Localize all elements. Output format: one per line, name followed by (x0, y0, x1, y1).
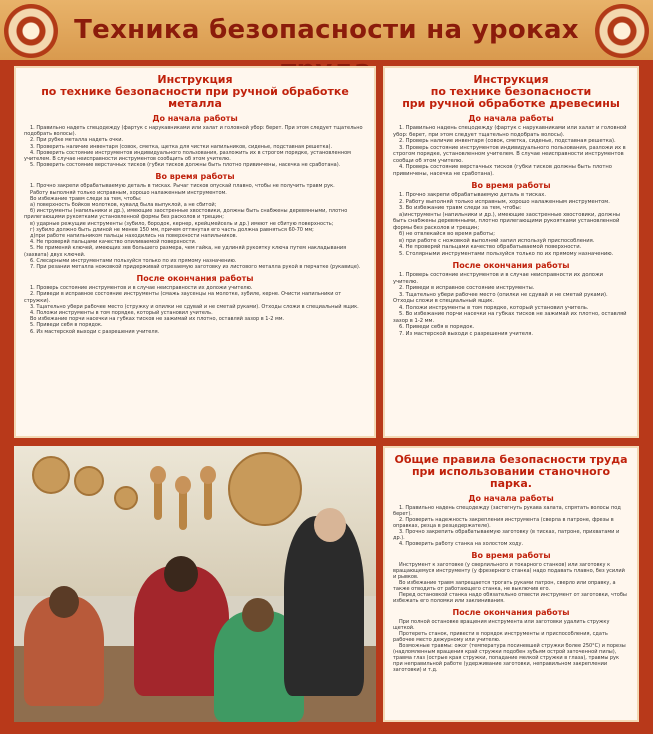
instruction-item: 4. Проверить состояние инструментов индивидуального пользования, разложить их в строгом порядке, установленном учителем. В случае неисправности инструментов сообщить об этом учителю. (24, 149, 351, 163)
instruction-item: Перед остановкой станка надо обязательно отвести инструмент от заготовки, чтобы избежать его поломки или заклинивания. (393, 592, 627, 604)
instruction-item: Работу выполняй только исправным, хорошо налаженным инструментом. (30, 189, 227, 196)
instruction-item: б) не отвлекайся во время работы; (399, 231, 495, 237)
metal-before-heading: До начала работы (152, 114, 238, 123)
instruction-item: 3. Во избежание травм следи за тем, чтобы: (399, 205, 522, 211)
instruction-item: 4. Не проверяй пальцами качество обрабатываемой поверхности. (399, 244, 582, 250)
instruction-item: 7. При резании металла ножовкой придерживай отрезаемую заготовку из листового металла рукой в перчатке (рукавице). (30, 264, 361, 271)
wood-instructions-panel (383, 66, 639, 438)
instruction-item: 2. Работу выполняй только исправным, хорошо налаженным инструментом. (399, 198, 610, 205)
instruction-item: 5. Во избежание порчи насечки на губках тисков не зажимай их плотно, оставляй зазор в 1-2 мм. (393, 311, 627, 324)
instruction-item: 3. Проверь состояние инструментов индивидуального пользования, разложи их в строгом порядке, установленном учителем. В случае неисправности инструментов сообщи об этом учителю. (393, 144, 626, 164)
instruction-item: в) при работе с ножовкой выполняй запил используй приспособления. (399, 237, 595, 244)
instruction-item: 6. Слесарными инструментами пользуйся только по их прямому назначению. (30, 257, 237, 264)
student-head (49, 586, 79, 618)
teacher-head (314, 508, 346, 542)
carved-spoon-icon (204, 476, 212, 520)
instruction-item: 4. Проверить работу станка на холостом ходу. (399, 541, 524, 547)
instruction-item: 6. Приведи себя в порядок. (399, 324, 475, 330)
instruction-item: 3. Тщательно убери рабочее место (стружку и опилки не сдувай и не сметай руками). Отходы сложи в специальный ящик. (30, 303, 359, 310)
instruction-item: 2. Приведи в исправное состояние инструменты (смажь заусенцы на молотке, зубиле, керне. Очисти напильники от стружки). (24, 291, 342, 304)
instruction-item: 2. Проверить надежность закрепления инструмента (сверла в патроне, фрезы в оправках, резца в резцедержателе). (393, 517, 614, 529)
metal-during-list (24, 183, 366, 270)
instruction-item: 5. Не применяй ключей, имеющих зев большего размера, чем гайка, не удлиняй рукоятку ключа путем накладывания (захвата) двух ключей. (24, 245, 347, 258)
instruction-item: 1. Правильно надеть спецодежду (фартук с нарукавниками или халат и головной убор: берет. При этом следует тщательно подобрать волосы). (24, 125, 363, 138)
instruction-item: 1. Правильно надень спецодежду (фартук с нарукавниками или халат и головной убор: берет, при этом следует тщательно подобрать волосы). (393, 125, 627, 138)
instruction-item: 4. Не проверяй пальцами качество опиливаемой поверхности. (30, 239, 197, 246)
instruction-item: а) поверхность бойков молотков, кувалд была выпуклой, а не сбитой; (30, 202, 217, 209)
wood-during-heading: Во время работы (471, 181, 551, 190)
instruction-item: Возможные травмы: ожог (температура посиневшей стружки более 250°С) и порезы (надломленным вращения край стружки подобен зубьям острой заточенной пилы), травма глаз (острые края стружки, попадание мелкой стружки в глаза), травмы рук при неправильной работе (удерживание заготовки, неправильном закреплении заготовки) и т.д. (393, 643, 626, 673)
instruction-item: 5. Столярными инструментами пользуйся только по их прямому назначению. (399, 250, 614, 257)
instruction-item: 7. Из мастерской выходи с разрешения учителя. (399, 330, 534, 337)
instruction-item: Протереть станок, привести в порядок инструменты и приспособления, сдать рабочее место дежурному или учителю. (393, 631, 608, 643)
machine-during-heading: Во время работы (471, 551, 551, 560)
instruction-item: При полной остановке вращения инструмента или заготовки удалить стружку щеткой. (393, 619, 610, 631)
instruction-item: 3. Прочно закрепить обрабатываемую заготовку (в тисках, патроне, прихватами и др.). (393, 529, 620, 541)
workshop-photo (14, 446, 376, 722)
wood-after-list (393, 272, 629, 337)
machine-after-list (393, 619, 629, 673)
instruction-item: Во избежание травм запрещается трогать руками патрон, сверло или оправку, а также отводить от работающего станка, не выключив его. (393, 580, 616, 592)
carved-spoon-icon (154, 476, 162, 520)
student-head (164, 556, 198, 592)
rosette-ornament-icon (595, 4, 649, 58)
instruction-item: 4. Проверь состояние верстачных тисков (губки тисков должны быть плотно привинчены, насечка не сработана). (393, 164, 612, 177)
instruction-item: 1. Правильно надень спецодежду (застегнуть рукава халата, спрятать волосы под берет). (393, 505, 621, 517)
metal-during-heading: Во время работы (155, 172, 235, 182)
carved-plate-icon (114, 486, 138, 510)
instruction-item: 1. Прочно закрепи обрабатываемую деталь в тисках. (399, 192, 546, 198)
metal-title: Инструкция по технике безопасности при ручной обработке металла (41, 73, 349, 110)
instruction-item: 1. Прочно закрепи обрабатываемую деталь в тисках. Рычаг тисков опускай плавно, чтобы не получить травм рук. (30, 183, 335, 190)
wood-before-list (393, 125, 629, 177)
instruction-item: 6. Из мастерской выходи с разрешения учителя. (30, 328, 160, 335)
machine-title: Общие правила безопасности труда при использовании станочного парка. (394, 453, 628, 490)
wood-during-list (393, 192, 629, 257)
instruction-item: б) инструменты (напильники и др.), имеющие заостренные хвостовики, должны быть снабжены деревянными, плотно прилегающими рукоятками установленной формы без расколов и трещин; (24, 208, 348, 221)
machine-after-heading: После окончания работы (452, 608, 570, 617)
instruction-item: 2. Приведи в исправное состояние инструменты. (399, 285, 535, 291)
instruction-item: г) зубило должно быть длиной не менее 150 мм, причем оттянутая его часть должна равняться 60-70 мм; (30, 226, 314, 233)
instruction-item: 2. При рубке металла надеть очки. (30, 137, 124, 144)
instruction-item: Во избежание травм следи за тем, чтобы: (30, 195, 142, 202)
instruction-item: 1. Проверь состояние инструментов и в случае неисправности их доложи учителю. (393, 272, 604, 285)
instruction-item: д)при работе напильником пальцы находились на поверхности напильников. (30, 233, 238, 240)
metal-instructions-panel (14, 66, 376, 438)
instruction-item: 4. Положи инструменты в том порядке, который установил учитель. (399, 304, 589, 311)
student-head (242, 598, 274, 632)
wood-title: Инструкция по технике безопасности при ручной обработке древесины (402, 73, 620, 110)
machine-before-list (393, 505, 629, 547)
carved-spoon-icon (179, 486, 187, 530)
instruction-item: 2. Проверь наличие инвентаря (совок, сметка, сиденье, подставная решетка). (399, 138, 616, 144)
instruction-item: Во избежание порчи насечки на губках тисков не зажимай их плотно, оставляй зазор в 1-2 мм. (30, 316, 285, 323)
metal-after-list (24, 285, 366, 335)
carved-plate-icon (74, 466, 104, 496)
instruction-item: Инструмент к заготовке (у сверлильного и токарного станков) или заготовку к вращающемуся инструменту (у фрезерного станка) надо подавать плавно, без усилий и рывков. (393, 562, 625, 580)
rosette-ornament-icon (4, 4, 58, 58)
instruction-item: 5. Приведи себя в порядок. (30, 322, 103, 329)
instruction-item: а)инструменты (напильники и др.), имеющие заостренные хвостовики, должны быть снабжены деревянными, плотно прилегающими рукоятками установленной формы без расколов и трещин; (393, 211, 620, 231)
instruction-item: 1. Проверь состояние инструментов и в случае неисправности их доложи учителю. (30, 285, 253, 292)
metal-before-list (24, 125, 366, 168)
instruction-item: 4. Положи инструменты в том порядке, который установил учитель. (30, 310, 213, 317)
wood-after-heading: После окончания работы (452, 261, 570, 270)
instruction-item: 5. Проверить состояние верстачных тисков (губки тисков должны быть плотно привинчены, насечка не сработана). (30, 162, 341, 169)
machine-before-heading: До начала работы (468, 494, 554, 503)
metal-after-heading: После окончания работы (136, 274, 254, 284)
instruction-item: в) ударные режущие инструменты (зубило, бородок, кернер, крейцмейсель и др.) имеют не сбитую поверхность; (30, 220, 334, 227)
instruction-item: 3. Тщательно убери рабочее место (опилки не сдувай и не сметай руками). Отходы сложи в специальный ящик. (393, 291, 608, 304)
carved-plate-icon (32, 456, 70, 494)
carved-plate-icon (228, 452, 302, 526)
machine-rules-panel (383, 446, 639, 722)
teacher-figure (284, 516, 364, 696)
machine-during-list (393, 562, 629, 604)
instruction-item: 3. Проверить наличие инвентаря (совок, сметка, щетка для чистки напильников, сиденье, подставная решетка). (30, 143, 333, 150)
wood-before-heading: До начала работы (468, 114, 554, 123)
poster-title: Техника безопасности на уроках (74, 15, 579, 45)
